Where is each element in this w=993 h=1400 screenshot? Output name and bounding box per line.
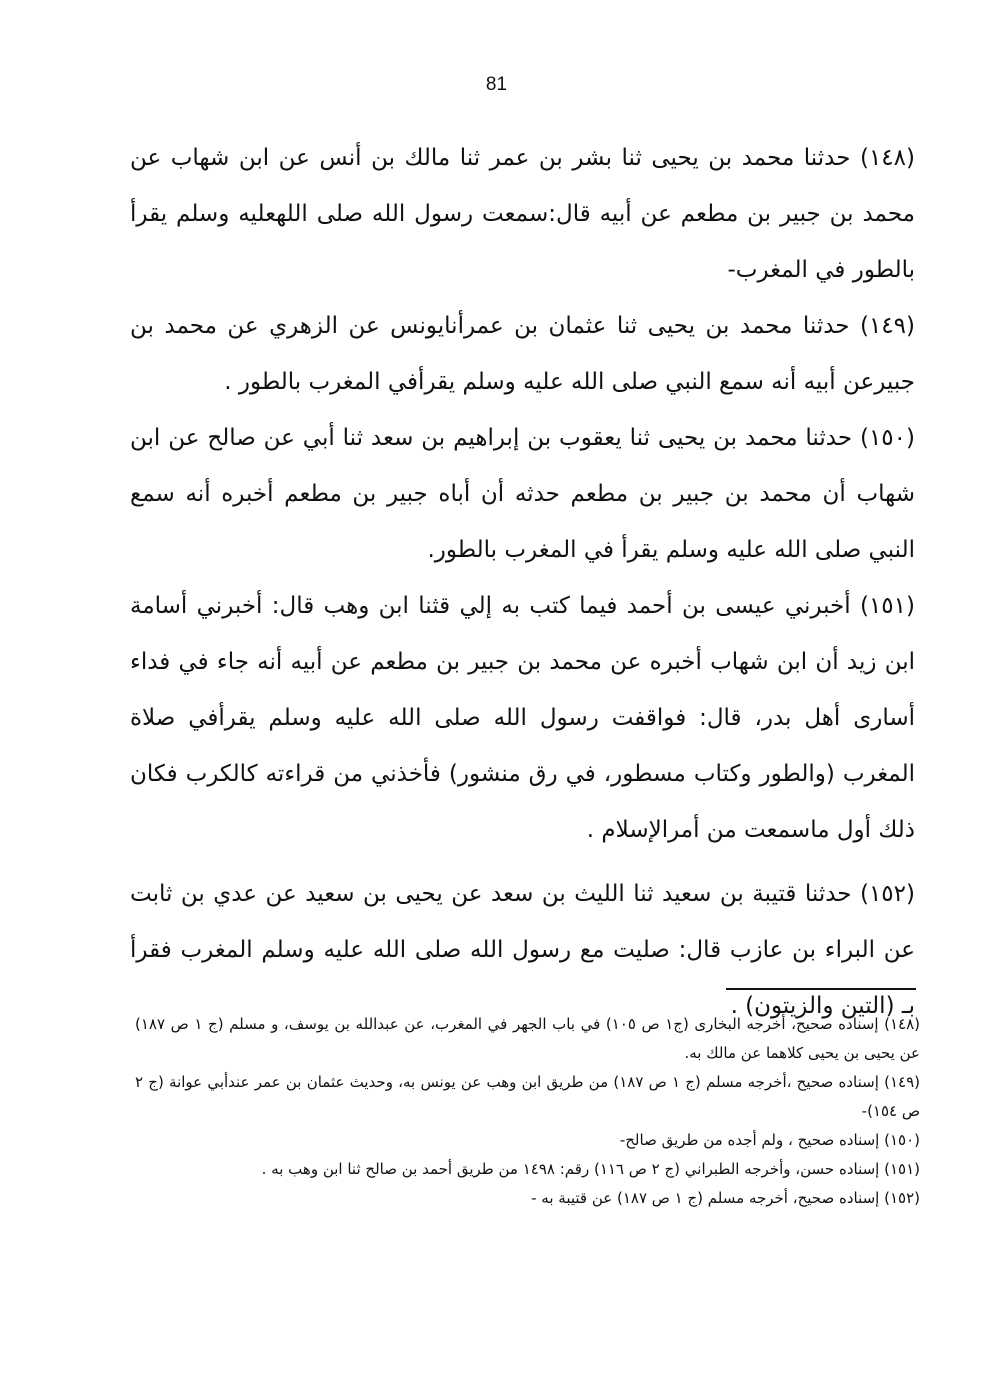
- hadith-149: (١٤٩) حدثنا محمد بن يحيى ثنا عثمان بن عمرأنايونس عن الزهري عن محمد بن جبيرعن أبيه أنه سمع النبي صلى الله عليه وسلم يقرأفي المغرب بالطور .: [130, 313, 915, 395]
- footnote-149: (١٤٩) إسناده صحيح ،أخرجه مسلم (ج ١ ص ١٨٧) من طريق ابن وهب عن يونس به، وحديث عثمان بن عمر عندأبي عوانة (ج ٢ ص ١٥٤)-: [135, 1073, 920, 1120]
- main-text: [130, 130, 915, 1034]
- footnote-divider: [726, 988, 916, 990]
- hadith-148: (١٤٨) حدثنا محمد بن يحيى ثنا بشر بن عمر ثنا مالك بن أنس عن ابن شهاب عن محمد بن جبير بن مطعم عن أبيه قال:سمعت رسول الله صلى اللهعليه وسلم يقرأ بالطور في المغرب-: [130, 145, 915, 283]
- hadith-151: (١٥١) أخبرني عيسى بن أحمد فيما كتب به إلي قثنا ابن وهب قال: أخبرني أسامة ابن زيد أن ابن شهاب أخبره عن محمد بن جبير بن مطعم عن أبيه أنه جاء في فداء أسارى أهل بدر، قال: فواقفت رسول الله صلى الله عليه وسلم يقرأفي صلاة المغرب (والطور وكتاب مسطور، في رق منشور) فأخذني من قراءته كالكرب فكان ذلك أول ماسمعت من أمرالإسلام .: [130, 593, 915, 843]
- footnote-148: (١٤٨) إسناده صحيح، أخرجه البخارى (ج١ ص ١٠٥) في باب الجهر في المغرب، عن عبدالله بن يوسف، و مسلم (ج ١ ص ١٨٧) عن يحيى بن يحيى كلاهما عن مالك به.: [135, 1015, 921, 1062]
- footnotes: [135, 1010, 920, 1213]
- footnote-150: (١٥٠) إسناده صحيح ، ولم أجده من طريق صالح-: [619, 1131, 920, 1149]
- hadith-150: (١٥٠) حدثنا محمد بن يحيى ثنا يعقوب بن إبراهيم بن سعد ثنا أبي عن صالح عن ابن شهاب أن محمد بن جبير بن مطعم حدثه أن أباه جبير بن مطعم أخبره أنه سمع النبي صلى الله عليه وسلم يقرأ في المغرب بالطور.: [130, 425, 915, 563]
- footnote-152: (١٥٢) إسناده صحيح، أخرجه مسلم (ج ١ ص ١٨٧) عن قتيبة به -: [531, 1189, 920, 1207]
- hadith-152: (١٥٢) حدثنا قتيبة بن سعيد ثنا الليث بن سعد عن يحيى بن سعيد عن عدي بن ثابت عن البراء بن عازب قال: صليت مع رسول الله صلى الله عليه وسلم المغرب فقرأ بـ (التين والزيتون) .: [130, 881, 915, 1019]
- page-number: 81: [485, 74, 508, 95]
- footnote-151: (١٥١) إسناده حسن، وأخرجه الطبراني (ج ٢ ص ١١٦) رقم: ١٤٩٨ من طريق أحمد بن صالح ثنا ابن وهب به .: [261, 1160, 920, 1178]
